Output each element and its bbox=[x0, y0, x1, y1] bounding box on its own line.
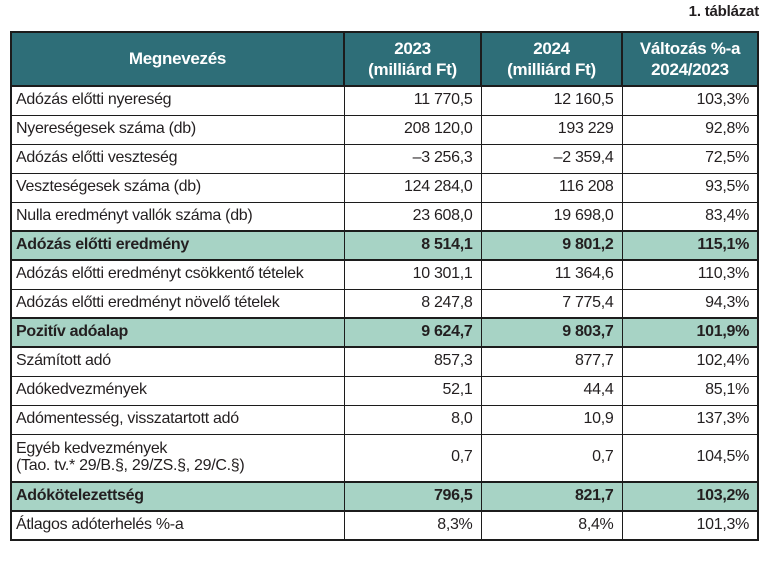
table-row bbox=[11, 231, 758, 260]
tax-summary-table bbox=[10, 31, 759, 541]
cell-change: 72,5% bbox=[622, 144, 758, 173]
cell-2024: 12 160,5 bbox=[481, 86, 622, 115]
cell-change: 101,9% bbox=[622, 318, 758, 347]
cell-change: 103,2% bbox=[622, 482, 758, 511]
cell-2024: 193 229 bbox=[481, 115, 622, 144]
cell-label: Adózás előtti eredményt csökkentő tételek bbox=[11, 260, 344, 289]
table-row bbox=[11, 202, 758, 231]
cell-label: Nulla eredményt vallók száma (db) bbox=[11, 202, 344, 231]
cell-label: Adókedvezmények bbox=[11, 376, 344, 405]
cell-label: Adózás előtti eredményt növelő tételek bbox=[11, 289, 344, 318]
cell-2024: 877,7 bbox=[481, 347, 622, 376]
header-row bbox=[11, 32, 758, 86]
col-header-2023-year: 2023 bbox=[394, 38, 431, 58]
cell-2024: 19 698,0 bbox=[481, 202, 622, 231]
col-header-change-title: Változás %-a bbox=[639, 38, 741, 58]
cell-change: 110,3% bbox=[622, 260, 758, 289]
table-caption: 1. táblázat bbox=[688, 3, 759, 20]
table-row bbox=[11, 405, 758, 434]
cell-2024: 7 775,4 bbox=[481, 289, 622, 318]
col-header-2024-year: 2024 bbox=[533, 38, 570, 58]
cell-2023: 10 301,1 bbox=[344, 260, 481, 289]
table-row bbox=[11, 115, 758, 144]
cell-change: 83,4% bbox=[622, 202, 758, 231]
table-row bbox=[11, 173, 758, 202]
cell-label: Adómentesség, visszatartott adó bbox=[11, 405, 344, 434]
cell-label: Számított adó bbox=[11, 347, 344, 376]
table-header bbox=[11, 32, 758, 86]
cell-2023: –3 256,3 bbox=[344, 144, 481, 173]
cell-change: 94,3% bbox=[622, 289, 758, 318]
table-row bbox=[11, 511, 758, 540]
cell-2023: 796,5 bbox=[344, 482, 481, 511]
col-header-megnevezes bbox=[11, 32, 344, 86]
cell-2023: 9 624,7 bbox=[344, 318, 481, 347]
cell-2024: –2 359,4 bbox=[481, 144, 622, 173]
table-body bbox=[11, 86, 758, 540]
cell-2024: 8,4% bbox=[481, 511, 622, 540]
table-row bbox=[11, 347, 758, 376]
col-header-change bbox=[622, 32, 758, 86]
cell-change: 104,5% bbox=[622, 434, 758, 482]
col-header-change-years: 2024/2023 bbox=[651, 60, 729, 79]
cell-2023: 208 120,0 bbox=[344, 115, 481, 144]
table-row bbox=[11, 86, 758, 115]
col-header-2024 bbox=[481, 32, 622, 86]
cell-label: Átlagos adóterhelés %-a bbox=[11, 511, 344, 540]
table-row bbox=[11, 482, 758, 511]
cell-2024: 9 801,2 bbox=[481, 231, 622, 260]
cell-label: Adókötelezettség bbox=[11, 482, 344, 511]
cell-2024: 10,9 bbox=[481, 405, 622, 434]
cell-change: 93,5% bbox=[622, 173, 758, 202]
cell-label: Adózás előtti eredmény bbox=[11, 231, 344, 260]
cell-label: Veszteségesek száma (db) bbox=[11, 173, 344, 202]
cell-2024: 44,4 bbox=[481, 376, 622, 405]
cell-2023: 857,3 bbox=[344, 347, 481, 376]
col-header-2023 bbox=[344, 32, 481, 86]
cell-2023: 23 608,0 bbox=[344, 202, 481, 231]
cell-label: Adózás előtti veszteség bbox=[11, 144, 344, 173]
table-row bbox=[11, 318, 758, 347]
cell-2024: 821,7 bbox=[481, 482, 622, 511]
cell-2023: 8 247,8 bbox=[344, 289, 481, 318]
cell-2023: 8,0 bbox=[344, 405, 481, 434]
cell-change: 137,3% bbox=[622, 405, 758, 434]
cell-2024: 9 803,7 bbox=[481, 318, 622, 347]
table-row bbox=[11, 260, 758, 289]
cell-change: 103,3% bbox=[622, 86, 758, 115]
col-header-megnevezes-label: Megnevezés bbox=[128, 49, 227, 69]
cell-2023: 8 514,1 bbox=[344, 231, 481, 260]
cell-label: Nyereségesek száma (db) bbox=[11, 115, 344, 144]
cell-2023: 124 284,0 bbox=[344, 173, 481, 202]
table-row bbox=[11, 376, 758, 405]
cell-label: Pozitív adóalap bbox=[11, 318, 344, 347]
cell-label: Adózás előtti nyereség bbox=[11, 86, 344, 115]
cell-change: 102,4% bbox=[622, 347, 758, 376]
table-row bbox=[11, 434, 758, 482]
table-row bbox=[11, 289, 758, 318]
cell-2023: 52,1 bbox=[344, 376, 481, 405]
cell-2023: 11 770,5 bbox=[344, 86, 481, 115]
cell-change: 115,1% bbox=[622, 231, 758, 260]
cell-label: Egyéb kedvezmények (Tao. tv.* 29/B.§, 29/ZS.§, 29/C.§) bbox=[11, 434, 344, 482]
table-row bbox=[11, 144, 758, 173]
cell-2024: 116 208 bbox=[481, 173, 622, 202]
cell-2023: 8,3% bbox=[344, 511, 481, 540]
cell-change: 85,1% bbox=[622, 376, 758, 405]
col-header-2024-unit: (milliárd Ft) bbox=[507, 60, 596, 79]
cell-2024: 11 364,6 bbox=[481, 260, 622, 289]
col-header-2023-unit: (milliárd Ft) bbox=[368, 60, 457, 79]
cell-2023: 0,7 bbox=[344, 434, 481, 482]
cell-change: 92,8% bbox=[622, 115, 758, 144]
cell-change: 101,3% bbox=[622, 511, 758, 540]
cell-2024: 0,7 bbox=[481, 434, 622, 482]
